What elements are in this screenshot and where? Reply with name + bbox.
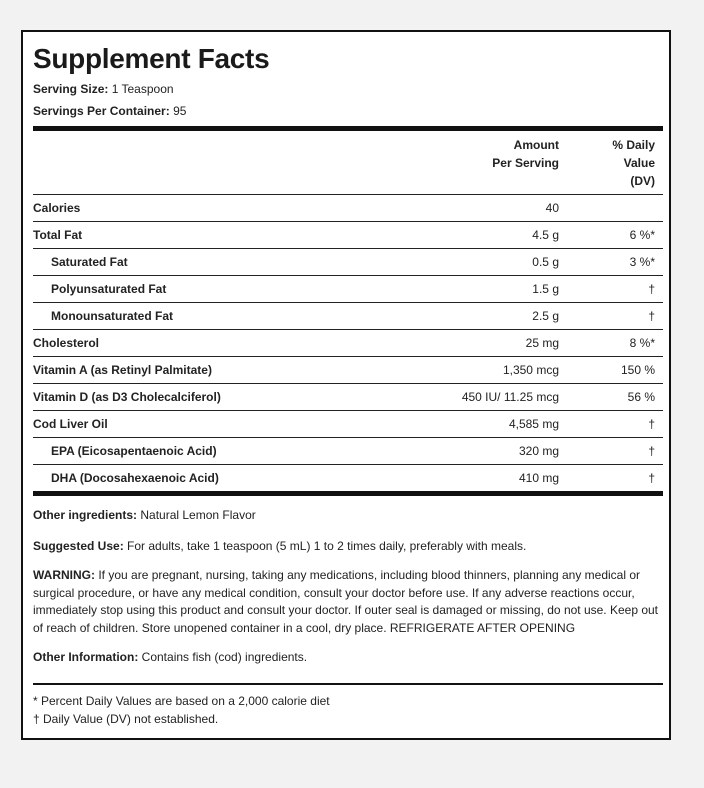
nutrient-name: Polyunsaturated Fat <box>33 276 409 303</box>
warning <box>33 567 663 637</box>
footnote-dv-not-established: † Daily Value (DV) not established. <box>33 711 219 726</box>
nutrient-dv: 6 %* <box>559 222 663 249</box>
nutrient-amount: 450 IU/ 11.25 mcg <box>409 384 559 411</box>
suggested-use-label: Suggested Use: <box>33 538 124 553</box>
dv-header-line2: Value <box>623 156 655 170</box>
nutrient-name: DHA (Docosahexaenoic Acid) <box>33 465 409 492</box>
dv-header-line3: (DV) <box>630 174 655 188</box>
other-information-text: Contains fish (cod) ingredients. <box>141 650 308 664</box>
nutrient-dv: † <box>559 411 663 438</box>
nutrient-amount: 40 <box>409 195 559 222</box>
footnotes <box>33 692 663 728</box>
nutrient-amount: 410 mg <box>409 465 559 492</box>
amount-column-header <box>409 131 559 195</box>
nutrient-name: Monounsaturated Fat <box>33 303 409 330</box>
panel-title: Supplement Facts <box>33 43 270 74</box>
suggested-use <box>33 538 663 556</box>
table-row <box>33 303 663 330</box>
table-row <box>33 276 663 303</box>
other-information <box>33 649 663 667</box>
nutrient-name: Calories <box>33 195 409 222</box>
nutrient-column-header <box>33 131 409 195</box>
table-header-row <box>33 131 663 195</box>
nutrient-amount: 4.5 g <box>409 222 559 249</box>
amount-header-line1: Amount <box>513 138 559 152</box>
table-row <box>33 357 663 384</box>
servings-per-container-value: 95 <box>173 104 187 118</box>
nutrient-dv: † <box>559 276 663 303</box>
nutrient-name: EPA (Eicosapentaenoic Acid) <box>33 438 409 465</box>
serving-size <box>33 78 663 100</box>
nutrient-amount: 2.5 g <box>409 303 559 330</box>
nutrient-name: Total Fat <box>33 222 409 249</box>
nutrient-amount: 25 mg <box>409 330 559 357</box>
footnote-percent-dv: * Percent Daily Values are based on a 2,000 calorie diet <box>33 693 330 708</box>
table-row <box>33 222 663 249</box>
warning-label: WARNING: <box>33 568 95 582</box>
nutrient-name: Cod Liver Oil <box>33 411 409 438</box>
nutrient-amount: 4,585 mg <box>409 411 559 438</box>
table-row <box>33 384 663 411</box>
servings-per-container <box>33 100 663 122</box>
nutrient-table <box>33 131 663 491</box>
serving-size-label: Serving Size: <box>33 82 109 96</box>
nutrient-dv: 3 %* <box>559 249 663 276</box>
table-row <box>33 195 663 222</box>
other-ingredients-label: Other ingredients: <box>33 508 138 522</box>
amount-header-line2: Per Serving <box>492 156 559 170</box>
nutrient-dv: † <box>559 465 663 492</box>
table-row <box>33 330 663 357</box>
other-ingredients-text: Natural Lemon Flavor <box>140 508 256 522</box>
nutrient-amount: 0.5 g <box>409 249 559 276</box>
table-row <box>33 465 663 492</box>
warning-text: If you are pregnant, nursing, taking any medications, including blood thinners, planning any medical or surgical procedure, or have any medical condition, consult your doctor before use. If any adverse reactions occur, immediately stop using this product and consult your doctor. If outer seal is damaged or missing, do not use. Keep out of reach of children. Store unopened container in a cool, dry place. REFRIGERATE AFTER OPENING <box>33 568 659 635</box>
footnote-divider <box>33 683 663 685</box>
panel-content <box>33 42 663 728</box>
nutrient-amount: 1,350 mcg <box>409 357 559 384</box>
serving-size-value: 1 Teaspoon <box>111 82 174 96</box>
table-row <box>33 438 663 465</box>
servings-per-container-label: Servings Per Container: <box>33 104 170 118</box>
suggested-use-text: For adults, take 1 teaspoon (5 mL) 1 to 2 times daily, preferably with meals. <box>127 538 527 553</box>
nutrient-amount: 1.5 g <box>409 276 559 303</box>
dv-header-line1: % Daily <box>612 138 655 152</box>
supplement-facts-panel <box>21 30 671 740</box>
nutrient-name: Vitamin D (as D3 Cholecalciferol) <box>33 384 409 411</box>
nutrient-dv: 56 % <box>559 384 663 411</box>
other-information-label: Other Information: <box>33 650 139 664</box>
nutrient-dv <box>559 195 663 222</box>
nutrient-dv: 150 % <box>559 357 663 384</box>
nutrient-dv: † <box>559 438 663 465</box>
nutrient-dv: † <box>559 303 663 330</box>
table-row <box>33 249 663 276</box>
nutrient-name: Saturated Fat <box>33 249 409 276</box>
nutrient-amount: 320 mg <box>409 438 559 465</box>
other-ingredients <box>33 507 663 525</box>
thick-divider-bottom <box>33 491 663 496</box>
nutrient-name: Cholesterol <box>33 330 409 357</box>
dv-column-header <box>559 131 663 195</box>
nutrient-dv: 8 %* <box>559 330 663 357</box>
table-row <box>33 411 663 438</box>
nutrient-name: Vitamin A (as Retinyl Palmitate) <box>33 357 409 384</box>
